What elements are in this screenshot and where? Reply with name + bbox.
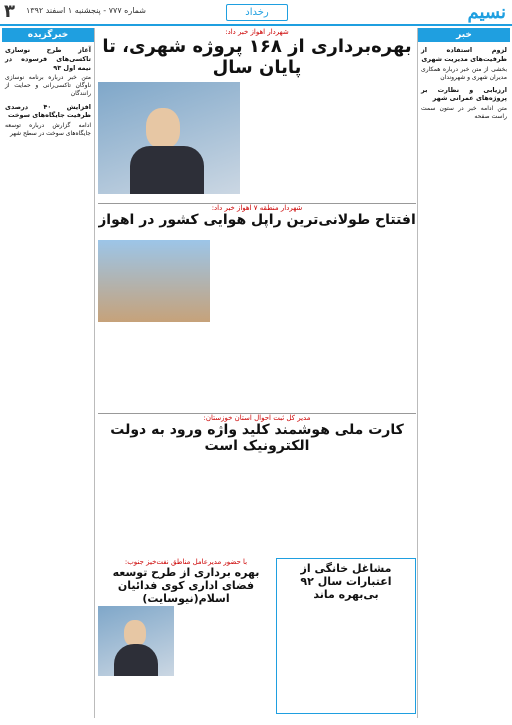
story-c-kicker: مدیر کل ثبت احوال استان خوزستان:	[203, 414, 311, 422]
story-a-text	[246, 82, 416, 194]
story-b-photo	[98, 240, 210, 322]
story-a-photo	[98, 82, 240, 194]
page-number: ۳	[4, 1, 15, 22]
newspaper-logo: نسیم	[467, 2, 506, 23]
right-item-1-title: لزوم استفاده از ظرفیت‌های مدیریت شهری	[421, 46, 507, 63]
left-item-2	[5, 103, 91, 139]
story-c-title: کارت ملی هوشمند کلید واژه ورود به دولت الکترونیک است	[110, 422, 404, 454]
main-column	[98, 28, 416, 718]
left-item-1-body: متن خبر درباره برنامه نوسازی ناوگان تاکسی‌رانی و حمایت از رانندگان	[5, 74, 91, 98]
left-column-header: خبرگزیده	[2, 28, 94, 42]
story-e-text	[178, 606, 274, 704]
story-e	[98, 558, 274, 708]
section-label: رخداد	[226, 4, 288, 21]
man-body-icon-2	[114, 644, 158, 676]
right-item-1	[421, 46, 507, 82]
story-b-text	[216, 240, 416, 390]
man-head-icon	[146, 108, 180, 148]
issue-info: شماره ۷۷۷ - پنجشنبه ۱ اسفند ۱۳۹۲	[26, 6, 146, 15]
story-b-kicker: شهردار منطقه ۷ اهواز خبر داد:	[211, 204, 303, 212]
right-item-2-body: متن ادامه خبر در ستون سمت راست صفحه	[421, 105, 507, 121]
right-item-2	[421, 86, 507, 122]
story-d	[276, 558, 416, 714]
right-column	[417, 28, 510, 718]
story-a-title: بهره‌برداری از ۱۶۸ پروژه شهری، تا پایان سال	[102, 36, 412, 78]
left-item-1-title: آغاز طرح نوسازی تاکسی‌های فرسوده در نیمه اول ۹۳	[5, 46, 91, 72]
man-body-icon	[130, 146, 204, 194]
left-item-2-title: افزایش ۴۰ درصدی ظرفیت جایگاه‌های سوخت	[5, 102, 91, 120]
right-item-2-title: ارزیابی و نظارت بر پروژه‌های عمرانی شهر	[421, 85, 507, 103]
story-e-photo	[98, 606, 174, 676]
masthead	[0, 0, 512, 26]
left-column	[2, 28, 95, 718]
story-a-kicker: شهردار اهواز خبر داد:	[225, 28, 289, 36]
story-b	[98, 204, 416, 394]
man-head-icon-2	[124, 620, 146, 646]
story-b-title: افتتاح طولانی‌ترین راپل هوایی کشور در اهواز	[98, 212, 416, 228]
right-item-1-body: بخشی از متن خبر درباره همکاری مدیران شهری و شهروندان	[421, 65, 507, 81]
story-c	[98, 414, 416, 554]
story-c-text	[98, 448, 416, 550]
story-e-title: بهره برداری از طرح توسعه فضای اداری کوی فدائیان اسلام(نیوسایت)	[112, 566, 260, 605]
story-a	[98, 28, 416, 198]
story-d-text	[280, 605, 412, 705]
left-item-1	[5, 46, 91, 99]
story-e-kicker: با حضور مدیرعامل مناطق نفت‌خیز جنوب:	[124, 558, 248, 566]
left-item-2-body: ادامه گزارش درباره توسعه جایگاه‌های سوخت در سطح شهر	[5, 122, 91, 138]
right-column-header: خبر	[418, 28, 510, 42]
story-d-title: مشاغل خانگی از اعتبارات سال ۹۲ بی‌بهره ماند	[300, 562, 392, 601]
